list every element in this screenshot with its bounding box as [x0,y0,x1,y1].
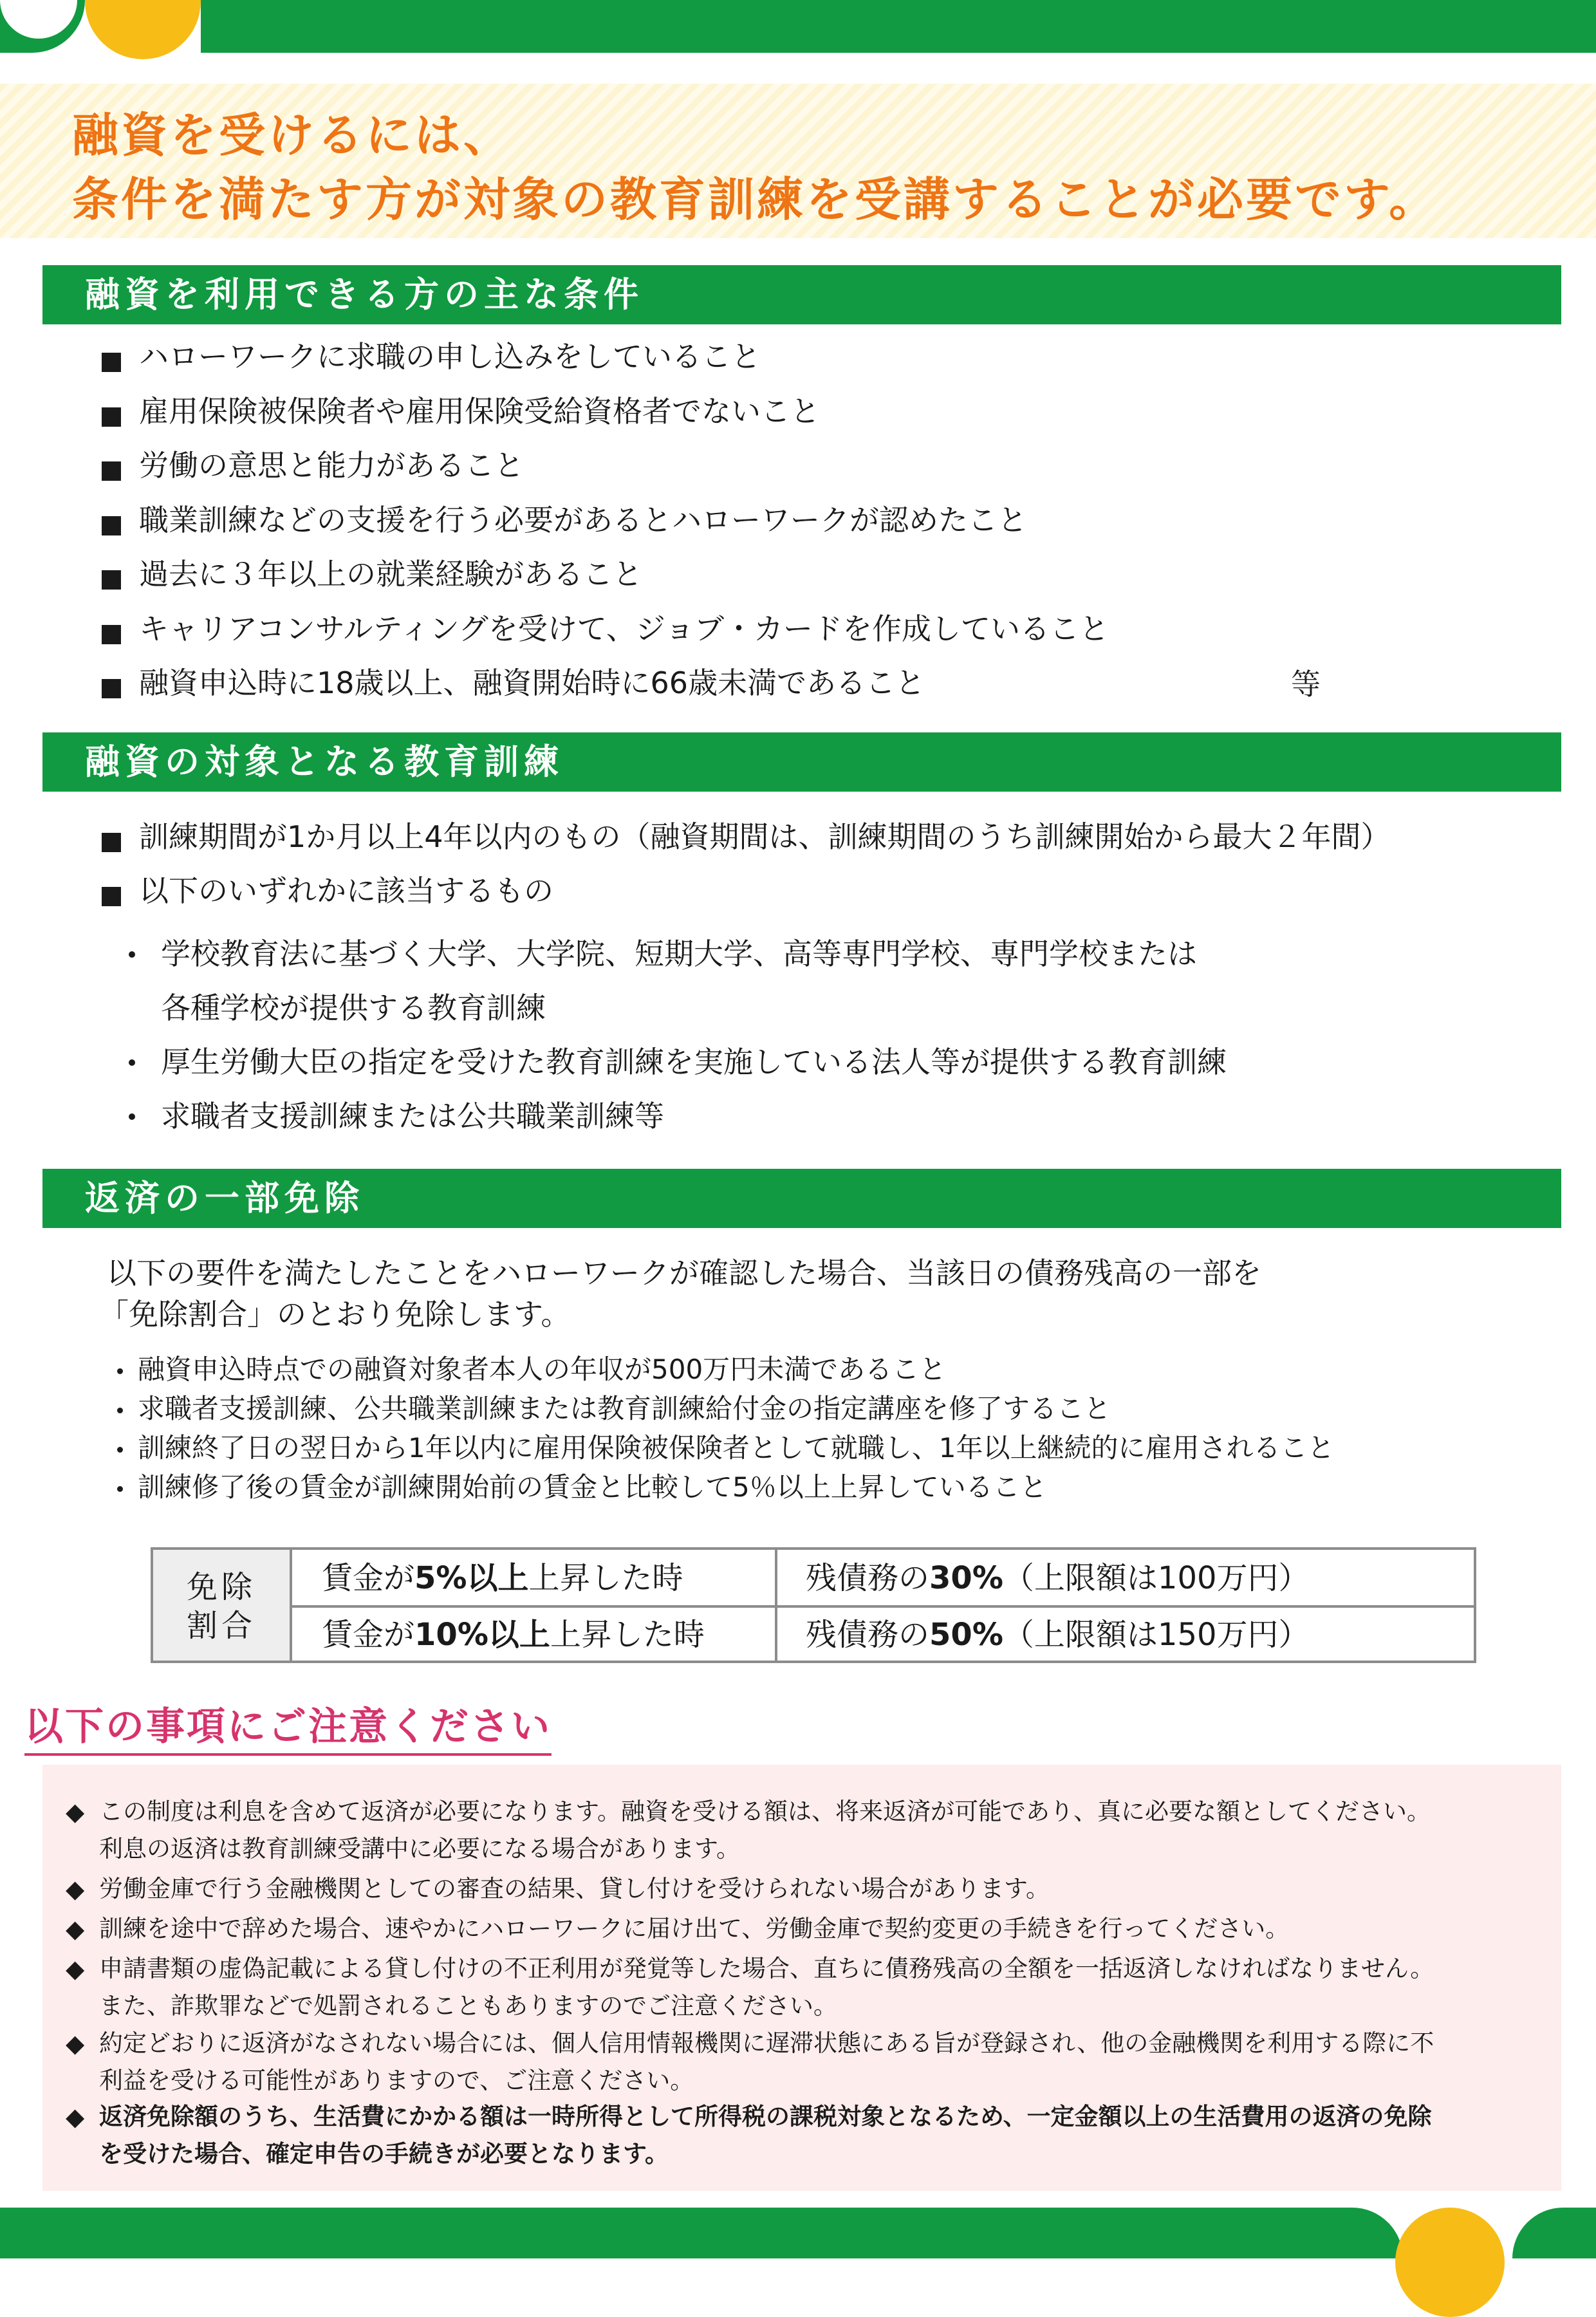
list-item: 労働の意思と能力があること [100,447,1109,502]
requirement-text: 求職者支援訓練、公共職業訓練または教育訓練給付金の指定講座を修了すること [138,1393,1111,1424]
waiver-section-title: 返済の一部免除 [85,1178,364,1218]
note-line: を受けた場合、確定申告の手続きが必要となります。 [99,2140,669,2168]
note-line: 訓練を途中で辞めた場合、速やかにハローワークに届け出て、労働金庫で契約変更の手続きを行ってください。 [99,1915,1290,1942]
conditions-section-title: 融資を利用できる方の主な条件 [85,274,644,315]
notes-box [42,1765,1561,2191]
list-item: 雇用保険被保険者や雇用保険受給資格者でないこと [100,393,1109,448]
sublist-line1: 求職者支援訓練または公共職業訓練等 [161,1099,664,1133]
bullet-dot [117,1447,123,1453]
headline [72,103,1438,232]
bullet-dot [129,1113,135,1120]
headline-banner [0,84,1596,238]
note-line: 申請書類の虚偽記載による貸し付けの不正利用が発覚等した場合、直ちに債務残高の全額を一括返済しなければなりません。 [99,1955,1434,1982]
waiver-requirements-list [113,1350,1334,1507]
note-line: 利益を受ける可能性がありますので、ご注意ください。 [99,2067,694,2094]
diamond-bullet-icon: ◆ [66,1915,85,1943]
bottom-green-bar [0,2208,1403,2258]
list-item: キャリアコンサルティングを受けて、ジョブ・カードを作成していること [100,611,1109,665]
list-item [113,1390,1334,1429]
bullet-dot [129,951,135,958]
top-decorative-band [0,0,1596,53]
list-item: 過去に３年以上の就業経験があること [100,556,1109,611]
list-item [113,1429,1334,1468]
table-header-cell [153,1550,292,1661]
bottom-decorative-band [0,2208,1596,2258]
table-col-divider [775,1550,777,1661]
requirement-text: 融資申込時点での融資対象者本人の年収が500万円未満であること [138,1354,947,1385]
diamond-bullet-icon: ◆ [66,1798,85,1826]
bottom-green-right-block [1512,2208,1596,2258]
list-item [126,1089,1227,1143]
list-item [126,927,1227,1035]
waiver-section-header [42,1169,1561,1228]
sublist-line2: 各種学校が提供する教育訓練 [161,991,546,1025]
waiver-intro-line2: 「免除割合」のとおり免除します。 [99,1297,571,1332]
conditions-section-header [42,265,1561,324]
headline-line1: 融資を受けるには、 [72,108,513,162]
table-header-line2: 割合 [186,1608,256,1644]
waiver-intro-line1: 以下の要件を満たしたことをハローワークが確認した場合、当該日の債務残高の一部を [107,1256,1261,1290]
bullet-dot [129,1059,135,1066]
sublist-line1: 厚生労働大臣の指定を受けた教育訓練を実施している法人等が提供する教育訓練 [161,1045,1227,1079]
bottom-yellow-circle [1395,2208,1505,2317]
list-item [126,1035,1227,1089]
note-line: この制度は利息を含めて返済が必要になります。融資を受ける額は、将来返済が可能であり、真に必要な額としてください。 [99,1798,1431,1825]
list-item: 以下のいずれかに該当するもの [100,873,1391,927]
waiver-rate-table [151,1547,1476,1663]
diamond-bullet-icon: ◆ [66,2029,85,2058]
notes-title: 以下の事項にご注意ください [24,1704,552,1756]
list-item: 職業訓練などの支援を行う必要があるとハローワークが認めたこと [100,502,1109,557]
headline-line2: 条件を満たす方が対象の教育訓練を受講することが必要です。 [72,172,1438,227]
bullet-dot [117,1408,123,1413]
table-row-1-condition: 賃金が5%以上上昇した時 [322,1560,683,1596]
top-yellow-circle [85,0,201,59]
bullet-dot [117,1368,123,1374]
bullet-dot [117,1486,123,1492]
table-header-line1: 免除 [186,1569,256,1605]
note-line: 利息の返済は教育訓練受講中に必要になる場合があります。 [99,1835,741,1863]
table-row-1-rate: 残債務の30%（上限額は100万円） [806,1560,1310,1596]
note-line: また、詐欺罪などで処罰されることもありますのでご注意ください。 [99,1992,837,2020]
list-item: 融資申込時に18歳以上、融資開始時に66歳未満であること [100,665,1109,720]
conditions-suffix: 等 [1291,667,1321,702]
list-item [113,1350,1334,1390]
note-line: 約定どおりに返済がなされない場合には、個人信用情報機関に遅滞状態にある旨が登録され、他の金融機関を利用する際に不 [99,2029,1434,2057]
list-item: ハローワークに求職の申し込みをしていること [100,339,1109,393]
diamond-bullet-icon: ◆ [66,1875,85,1903]
table-header-label [153,1568,290,1645]
top-green-bar [201,0,1596,53]
sublist-line1: 学校教育法に基づく大学、大学院、短期大学、高等専門学校、専門学校または [161,936,1197,971]
conditions-list [100,339,1109,720]
training-section-header [42,732,1561,792]
diamond-bullet-icon: ◆ [66,2103,85,2131]
table-row-2-condition: 賃金が10%以上上昇した時 [322,1617,705,1653]
training-sublist [126,927,1227,1143]
note-line: 労働金庫で行う金融機関としての審査の結果、貸し付けを受けられない場合があります。 [99,1875,1050,1903]
training-list [100,819,1391,927]
list-item [113,1468,1334,1507]
note-line: 返済免除額のうち、生活費にかかる額は一時所得として所得税の課税対象となるため、一定金額以上の生活費用の返済の免除 [99,2103,1432,2130]
waiver-intro [99,1252,1261,1335]
requirement-text: 訓練終了日の翌日から1年以内に雇用保険被保険者として就職し、1年以上継続的に雇用されること [138,1432,1335,1464]
list-item: 訓練期間が1か月以上4年以内のもの（融資期間は、訓練期間のうち訓練開始から最大２年間） [100,819,1391,873]
training-section-title: 融資の対象となる教育訓練 [85,741,564,782]
requirement-text: 訓練修了後の賃金が訓練開始前の賃金と比較して5％以上上昇していること [138,1471,1047,1503]
diamond-bullet-icon: ◆ [66,1955,85,1983]
table-row-2-rate: 残債務の50%（上限額は150万円） [806,1617,1310,1653]
